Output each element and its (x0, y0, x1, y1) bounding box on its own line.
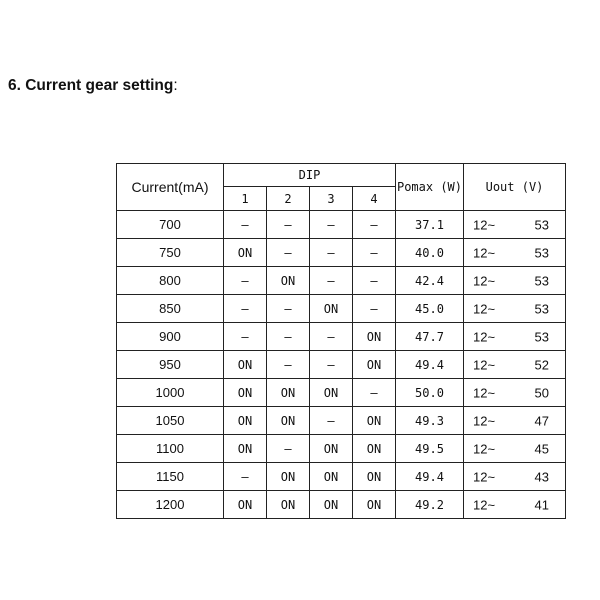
header-row-top (117, 164, 566, 187)
cell-uout (464, 407, 566, 435)
cell-pomax: 49.2 (396, 491, 464, 519)
cell-uout (464, 267, 566, 295)
cell-pomax: 45.0 (396, 295, 464, 323)
table-row (117, 267, 566, 295)
cell-pomax: 50.0 (396, 379, 464, 407)
current-gear-table (116, 163, 566, 519)
cell-dip-4: – (353, 239, 396, 267)
header-dip-4: 4 (353, 187, 396, 211)
cell-current: 950 (117, 351, 224, 379)
cell-dip-1: – (224, 267, 267, 295)
uout-max: 47 (534, 413, 549, 428)
cell-dip-2: – (267, 351, 310, 379)
uout-min: 12~ (473, 329, 496, 344)
table-row (117, 239, 566, 267)
cell-dip-1: – (224, 211, 267, 239)
cell-dip-1: – (224, 323, 267, 351)
cell-dip-4: – (353, 267, 396, 295)
cell-uout (464, 379, 566, 407)
cell-pomax: 42.4 (396, 267, 464, 295)
section-heading-text: 6. Current gear setting (8, 77, 174, 94)
cell-uout (464, 463, 566, 491)
table-row (117, 211, 566, 239)
cell-dip-2: – (267, 239, 310, 267)
header-current: Current(mA) (117, 164, 224, 211)
cell-dip-2: – (267, 435, 310, 463)
cell-dip-1: ON (224, 351, 267, 379)
uout-max: 53 (534, 217, 549, 232)
cell-dip-3: – (310, 211, 353, 239)
cell-dip-1: ON (224, 239, 267, 267)
cell-dip-3: ON (310, 379, 353, 407)
uout-min: 12~ (473, 357, 496, 372)
cell-dip-1: ON (224, 407, 267, 435)
cell-current: 1200 (117, 491, 224, 519)
cell-dip-2: – (267, 295, 310, 323)
cell-current: 1100 (117, 435, 224, 463)
cell-dip-4: ON (353, 491, 396, 519)
uout-min: 12~ (473, 245, 496, 260)
uout-max: 53 (534, 245, 549, 260)
cell-uout (464, 351, 566, 379)
cell-dip-3: – (310, 351, 353, 379)
cell-current: 1050 (117, 407, 224, 435)
header-dip-3: 3 (310, 187, 353, 211)
cell-dip-2: ON (267, 267, 310, 295)
uout-max: 52 (534, 357, 549, 372)
cell-dip-2: – (267, 323, 310, 351)
header-uout: Uout (V) (464, 164, 566, 211)
uout-max: 41 (534, 497, 549, 512)
cell-uout (464, 295, 566, 323)
cell-dip-2: ON (267, 407, 310, 435)
cell-current: 900 (117, 323, 224, 351)
cell-dip-4: ON (353, 407, 396, 435)
cell-dip-1: ON (224, 379, 267, 407)
section-heading (8, 77, 178, 95)
uout-min: 12~ (473, 385, 496, 400)
uout-max: 53 (534, 273, 549, 288)
cell-pomax: 49.4 (396, 463, 464, 491)
cell-current: 750 (117, 239, 224, 267)
cell-dip-1: ON (224, 435, 267, 463)
section-heading-colon: : (173, 77, 178, 94)
table-row (117, 491, 566, 519)
cell-dip-3: – (310, 267, 353, 295)
cell-dip-2: ON (267, 491, 310, 519)
cell-dip-4: ON (353, 435, 396, 463)
cell-pomax: 37.1 (396, 211, 464, 239)
uout-min: 12~ (473, 413, 496, 428)
cell-dip-2: ON (267, 463, 310, 491)
table-row (117, 435, 566, 463)
cell-dip-4: ON (353, 323, 396, 351)
header-pomax: Pomax (W) (396, 164, 464, 211)
cell-dip-4: ON (353, 463, 396, 491)
cell-dip-3: ON (310, 295, 353, 323)
cell-dip-3: ON (310, 491, 353, 519)
cell-uout (464, 491, 566, 519)
uout-max: 43 (534, 469, 549, 484)
cell-dip-2: – (267, 211, 310, 239)
uout-max: 53 (534, 329, 549, 344)
header-dip-2: 2 (267, 187, 310, 211)
header-dip: DIP (224, 164, 396, 187)
cell-dip-4: – (353, 379, 396, 407)
uout-max: 45 (534, 441, 549, 456)
table-row (117, 463, 566, 491)
cell-pomax: 49.3 (396, 407, 464, 435)
uout-min: 12~ (473, 497, 496, 512)
cell-current: 1000 (117, 379, 224, 407)
table-row (117, 379, 566, 407)
cell-dip-1: – (224, 295, 267, 323)
cell-dip-4: – (353, 295, 396, 323)
cell-uout (464, 239, 566, 267)
uout-min: 12~ (473, 301, 496, 316)
cell-current: 850 (117, 295, 224, 323)
cell-uout (464, 211, 566, 239)
cell-dip-3: – (310, 407, 353, 435)
table-row (117, 351, 566, 379)
uout-min: 12~ (473, 273, 496, 288)
uout-max: 50 (534, 385, 549, 400)
header-dip-1: 1 (224, 187, 267, 211)
cell-dip-3: ON (310, 435, 353, 463)
table-row (117, 323, 566, 351)
cell-current: 700 (117, 211, 224, 239)
cell-dip-3: – (310, 323, 353, 351)
cell-uout (464, 435, 566, 463)
table-row (117, 407, 566, 435)
cell-uout (464, 323, 566, 351)
uout-min: 12~ (473, 441, 496, 456)
cell-pomax: 40.0 (396, 239, 464, 267)
cell-pomax: 49.4 (396, 351, 464, 379)
uout-min: 12~ (473, 217, 496, 232)
cell-dip-4: ON (353, 351, 396, 379)
cell-pomax: 47.7 (396, 323, 464, 351)
cell-pomax: 49.5 (396, 435, 464, 463)
table-row (117, 295, 566, 323)
cell-dip-1: – (224, 463, 267, 491)
cell-dip-3: ON (310, 463, 353, 491)
uout-min: 12~ (473, 469, 496, 484)
uout-max: 53 (534, 301, 549, 316)
cell-dip-4: – (353, 211, 396, 239)
cell-current: 1150 (117, 463, 224, 491)
cell-current: 800 (117, 267, 224, 295)
cell-dip-2: ON (267, 379, 310, 407)
cell-dip-1: ON (224, 491, 267, 519)
cell-dip-3: – (310, 239, 353, 267)
